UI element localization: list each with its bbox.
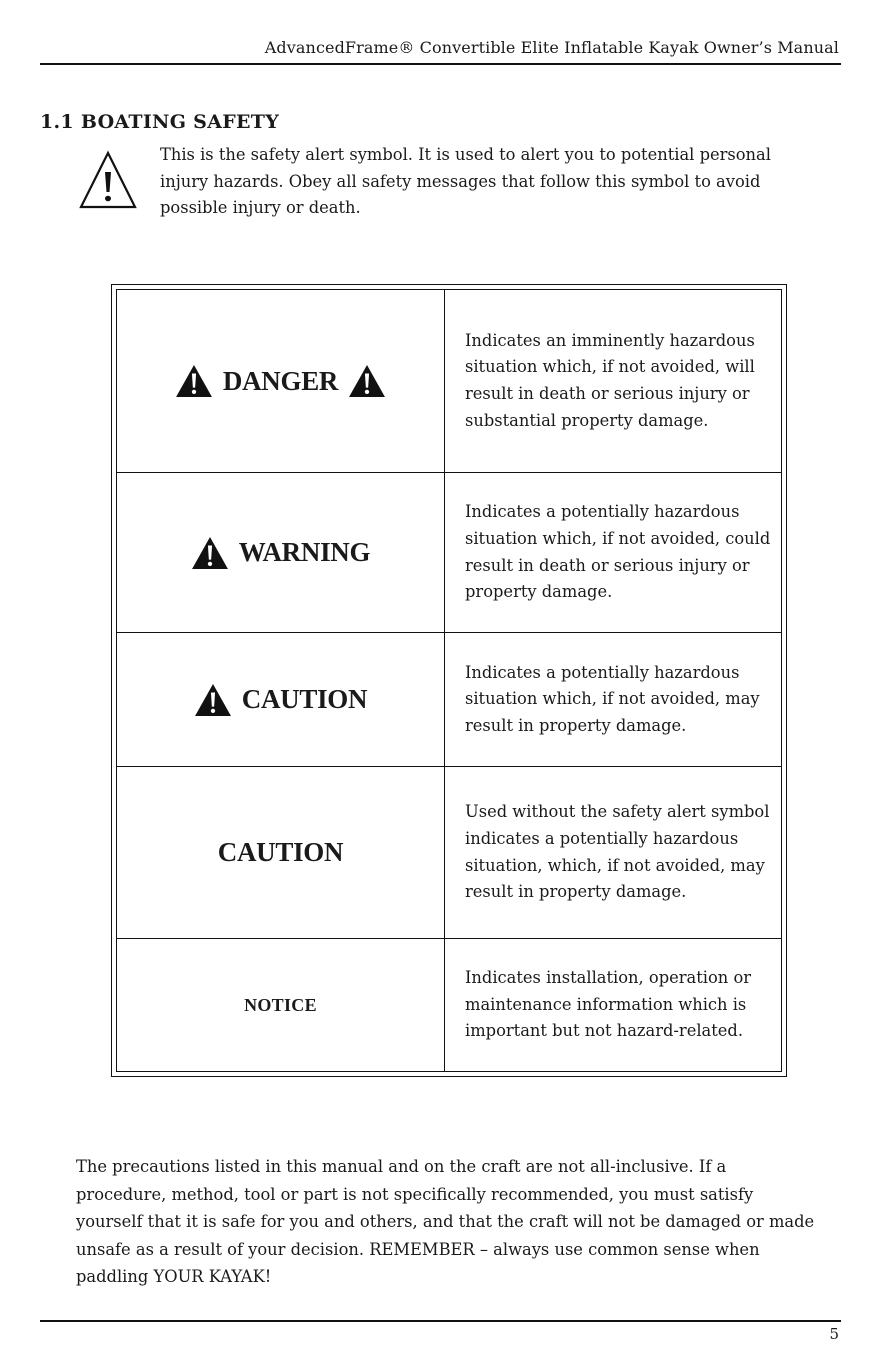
warning-label: WARNING bbox=[238, 537, 371, 567]
signal-cell bbox=[117, 473, 445, 632]
manual-title: AdvancedFrame® Convertible Elite Inflatable Kayak Owner’s Manual bbox=[264, 38, 839, 57]
header-rule bbox=[40, 63, 841, 65]
signal-cell bbox=[117, 939, 445, 1071]
warning-triangle-icon bbox=[194, 683, 232, 717]
intro-paragraph: This is the safety alert symbol. It is used to alert you to potential personal injury hazards. Obey all safety messages that follow this symbol to avoid possible injury or death. bbox=[160, 145, 771, 217]
notice-label: NOTICE bbox=[244, 994, 317, 1015]
table-row bbox=[117, 939, 781, 1071]
warning-triangle-icon bbox=[348, 364, 386, 398]
caution-description: Used without the safety alert symbol indicates a potentially hazardous situation, which, if not avoided, may result in property damage. bbox=[465, 802, 770, 902]
safety-alert-triangle-icon bbox=[78, 150, 138, 210]
danger-description: Indicates an imminently hazardous situation which, if not avoided, will result in death or serious injury or substantial property damage. bbox=[465, 330, 755, 430]
signal-word-table bbox=[111, 284, 787, 1077]
page-number: 5 bbox=[829, 1325, 839, 1343]
signal-cell bbox=[117, 290, 445, 472]
table-row bbox=[117, 767, 781, 939]
caution-symbol-label: CAUTION bbox=[241, 684, 368, 714]
signal-cell bbox=[117, 767, 445, 938]
caution-symbol-description: Indicates a potentially hazardous situation which, if not avoided, may result in property damage. bbox=[465, 662, 760, 735]
notice-description: Indicates installation, operation or maintenance information which is important but not hazard-related. bbox=[465, 968, 752, 1041]
section-heading: 1.1 BOATING SAFETY bbox=[40, 111, 280, 133]
table-row bbox=[117, 473, 781, 633]
warning-triangle-icon bbox=[191, 536, 229, 570]
warning-description: Indicates a potentially hazardous situation which, if not avoided, could result in death or serious injury or property damage. bbox=[465, 502, 771, 602]
caution-label: CAUTION bbox=[217, 837, 344, 867]
warning-triangle-icon bbox=[175, 364, 213, 398]
table-row bbox=[117, 290, 781, 473]
table-row bbox=[117, 633, 781, 767]
closing-paragraph: The precautions listed in this manual and on the craft are not all-inclusive. If a procedure, method, tool or part is not specifically recommended, you must satisfy yourself that it is safe for you and others, and that the craft will not be damaged or made unsafe as a result of your decision. REMEMBER – always use common sense when paddling YOUR KAYAK! bbox=[76, 1157, 815, 1286]
signal-cell bbox=[117, 633, 445, 766]
danger-label: DANGER bbox=[222, 365, 339, 396]
footer-rule bbox=[40, 1320, 841, 1322]
